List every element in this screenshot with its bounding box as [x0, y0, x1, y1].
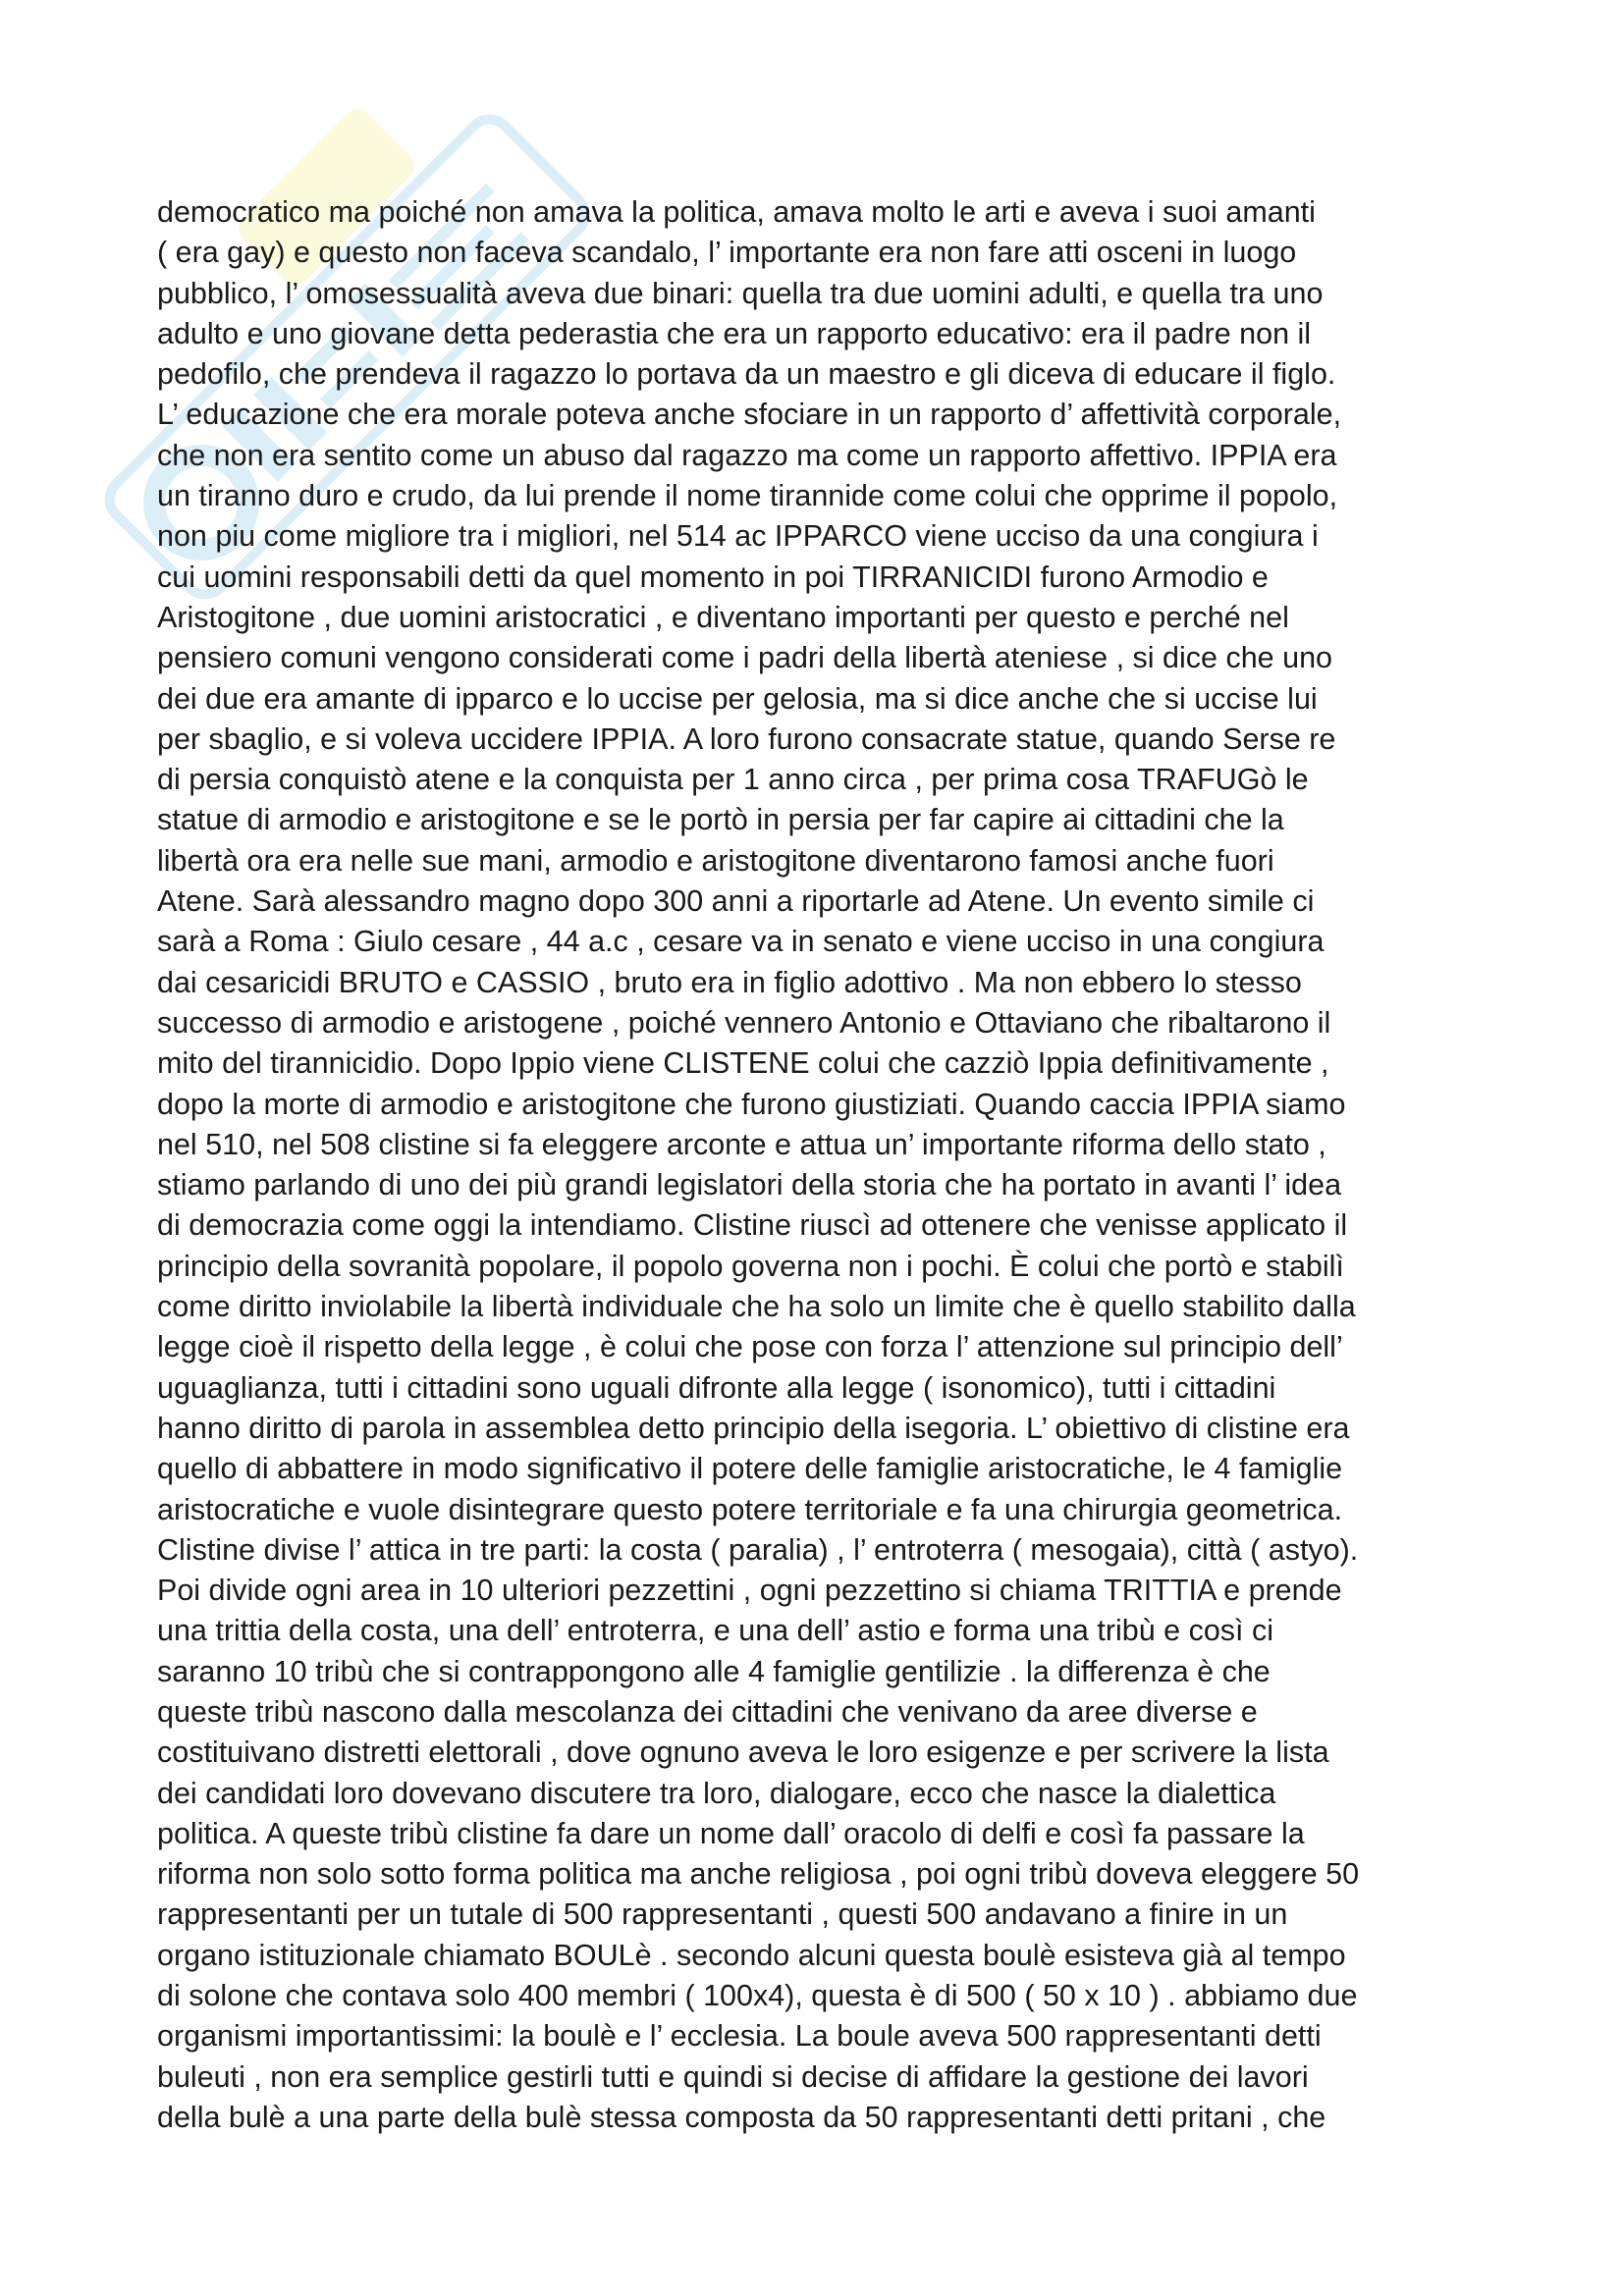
text-line: adulto e uno giovane detta pederastia che era un rapporto educativo: era il padre non il — [157, 316, 1312, 350]
text-line: uguaglianza, tutti i cittadini sono uguali difronte alla legge ( isonomico), tutti i cittadini — [157, 1370, 1276, 1405]
text-line: aristocratiche e vuole disintegrare questo potere territoriale e fa una chirurgia geometrica. — [157, 1492, 1343, 1526]
text-line: pensiero comuni vengono considerati come i padri della libertà ateniese , si dice che uno — [157, 641, 1332, 675]
text-line: riforma non solo sotto forma politica ma anche religiosa , poi ogni tribù doveva eleggere 50 — [157, 1857, 1360, 1892]
text-line: di solone che contava solo 400 membri ( 100x4), questa è di 500 ( 50 x 10 ) . abbiamo due — [157, 1979, 1358, 2013]
text-line: Atene. Sarà alessandro magno dopo 300 anni a riportarle ad Atene. Un evento simile ci — [157, 884, 1315, 919]
text-line: mito del tirannicidio. Dopo Ippio viene CLISTENE colui che cazziò Ippia definitivamente , — [157, 1046, 1329, 1081]
text-line: saranno 10 tribù che si contrappongono alle 4 famiglie gentilizie . la differenza è che — [157, 1654, 1271, 1688]
text-line: dei due era amante di ipparco e lo uccise per gelosia, ma si dice anche che si uccise lui — [157, 681, 1318, 716]
text-line: principio della sovranità popolare, il popolo governa non i pochi. È colui che portò e stabilì — [157, 1249, 1344, 1283]
text-line: pubblico, l’ omosessualità aveva due binari: quella tra due uomini adulti, e quella tra uno — [157, 276, 1324, 310]
text-line: successo di armodio e aristogene , poiché vennero Antonio e Ottaviano che ribaltarono il — [157, 1005, 1331, 1040]
text-line: hanno diritto di parola in assemblea detto principio della isegoria. L’ obiettivo di clistine era — [157, 1411, 1350, 1445]
text-line: Clistine divise l’ attica in tre parti: la costa ( paralia) , l’ entroterra ( mesogaia), città ( astyo). — [157, 1532, 1359, 1567]
body-text — [157, 192, 1492, 2138]
text-line: della bulè a una parte della bulè stessa composta da 50 rappresentanti detti pritani , che — [157, 2100, 1326, 2134]
text-line: quello di abbattere in modo significativo il potere delle famiglie aristocratiche, le 4 famiglie — [157, 1452, 1343, 1486]
text-line: cui uomini responsabili detti da quel momento in poi TIRRANICIDI furono Armodio e — [157, 560, 1269, 594]
text-line: di persia conquistò atene e la conquista per 1 anno circa , per prima cosa TRAFUGò le — [157, 763, 1309, 797]
text-line: pedofilo, che prendeva il ragazzo lo portava da un maestro e gli diceva di educare il figlo. — [157, 357, 1336, 392]
text-line: Poi divide ogni area in 10 ulteriori pezzettini , ogni pezzettino si chiama TRITTIA e prende — [157, 1574, 1342, 1608]
text-line: costituivano distretti elettorali , dove ognuno aveva le loro esigenze e per scrivere la lista — [157, 1735, 1329, 1770]
text-line: organo istituzionale chiamato BOULè . secondo alcuni questa boulè esisteva già al tempo — [157, 1938, 1346, 1972]
text-line: L’ educazione che era morale poteva anche sfociare in un rapporto d’ affettività corporale, — [157, 398, 1342, 432]
text-line: queste tribù nascono dalla mescolanza dei cittadini che venivano da aree diverse e — [157, 1694, 1258, 1729]
text-line: nel 510, nel 508 clistine si fa eleggere arconte e attua un’ importante riforma dello stato , — [157, 1127, 1326, 1161]
text-line: dopo la morte di armodio e aristogitone che furono giustiziati. Quando caccia IPPIA siamo — [157, 1087, 1346, 1121]
text-line: di democrazia come oggi la intendiamo. Clistine riuscì ad ottenere che venisse applicato il — [157, 1208, 1348, 1243]
text-line: sarà a Roma : Giulo cesare , 44 a.c , cesare va in senato e viene ucciso in una congiura — [157, 925, 1325, 959]
text-line: per sbaglio, e si voleva uccidere IPPIA. A loro furono consacrate statue, quando Serse re — [157, 721, 1336, 756]
text-line: democratico ma poiché non amava la politica, amava molto le arti e aveva i suoi amanti — [157, 195, 1316, 229]
text-line: organismi importantissimi: la boulè e l’ ecclesia. La boule aveva 500 rappresentanti detti — [157, 2019, 1322, 2054]
text-line: dai cesaricidi BRUTO e CASSIO , bruto era in figlio adottivo . Ma non ebbero lo stesso — [157, 965, 1302, 999]
text-line: stiamo parlando di uno dei più grandi legislatori della storia che ha portato in avanti l’ idea — [157, 1168, 1342, 1202]
text-line: statue di armodio e aristogitone e se le portò in persia per far capire ai cittadini che la — [157, 803, 1284, 837]
text-line: legge cioè il rispetto della legge , è colui che pose con forza l’ attenzione sul principio dell’ — [157, 1330, 1343, 1364]
text-line: un tiranno duro e crudo, da lui prende il nome tirannide come colui che opprime il popolo, — [157, 479, 1338, 513]
text-line: come diritto inviolabile la libertà individuale che ha solo un limite che è quello stabilito dalla — [157, 1290, 1356, 1324]
text-line: rappresentanti per un tutale di 500 rappresentanti , questi 500 andavano a finire in un — [157, 1897, 1288, 1932]
text-line: che non era sentito come un abuso dal ragazzo ma come un rapporto affettivo. IPPIA era — [157, 438, 1337, 472]
text-line: una trittia della costa, una dell’ entroterra, e una dell’ astio e forma una tribù e così ci — [157, 1614, 1274, 1648]
text-line: dei candidati loro dovevano discutere tra loro, dialogare, ecco che nasce la dialettica — [157, 1776, 1276, 1810]
text-line: libertà ora era nelle sue mani, armodio e aristogitone diventarono famosi anche fuori — [157, 843, 1274, 878]
text-line: ( era gay) e questo non faceva scandalo, l’ importante era non fare atti osceni in luogo — [157, 236, 1297, 270]
text-line: Aristogitone , due uomini aristocratici , e diventano importanti per questo e perché nel — [157, 600, 1289, 634]
text-line: politica. A queste tribù clistine fa dare un nome dall’ oracolo di delfi e così fa passare la — [157, 1816, 1305, 1850]
text-line: buleuti , non era semplice gestirli tutti e quindi si decise di affidare la gestione dei lavori — [157, 2059, 1309, 2094]
text-line: non piu come migliore tra i migliori, nel 514 ac IPPARCO viene ucciso da una congiura i — [157, 519, 1319, 554]
